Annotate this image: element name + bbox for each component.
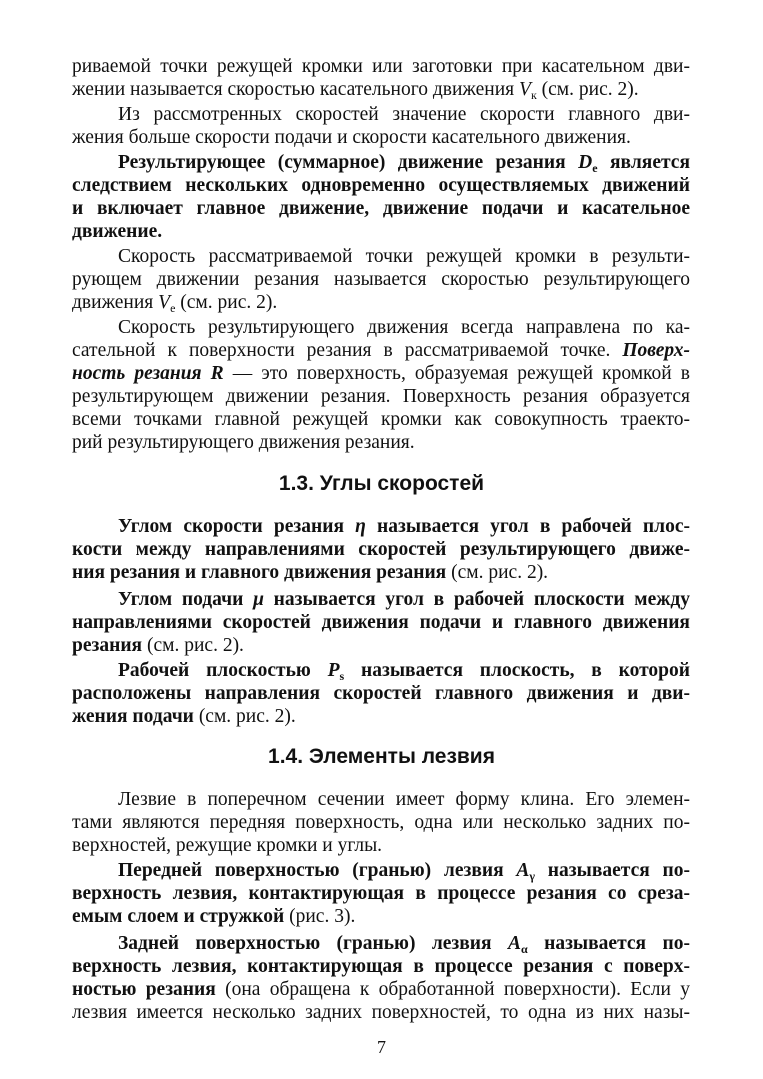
- text-line: следствием нескольких одновременно осуществляемых движений: [72, 175, 690, 196]
- section-heading: 1.4. Элементы лезвия: [268, 745, 495, 768]
- text-line: верхность лезвия, контактирующая в процессе резания с поверх-: [72, 956, 690, 977]
- text-line: Скорость результирующего движения всегда направлена по ка-: [118, 317, 690, 338]
- text-line: жения больше скорости подачи и скорости касательного движения.: [72, 127, 631, 148]
- text-line: Рабочей плоскостью $P_s$ называется плоскость, в которой: [118, 660, 691, 683]
- text-line: всеми точками главной режущей кромки как совокупность траекто-: [72, 409, 690, 430]
- page-number: 7: [377, 1037, 386, 1057]
- text-line: верхностей, режущие кромки и углы.: [72, 835, 383, 856]
- text-line: лезвия имеется несколько задних поверхностей, то одна из них назы-: [72, 1002, 690, 1023]
- text-line: и включает главное движение, движение подачи и касательное: [72, 198, 690, 219]
- text-line: верхность лезвия, контактирующая в процессе резания со среза-: [72, 883, 690, 904]
- text-line: движение.: [72, 221, 163, 242]
- text-line: рий результирующего движения резания.: [72, 432, 415, 453]
- text-line: Передней поверхностью (гранью) лезвия $A_\gamma$ называется по-: [118, 860, 691, 883]
- text-line: кости между направлениями скоростей результирующего движе-: [72, 539, 690, 560]
- text-line: жения подачи (см. рис. 2).: [72, 706, 296, 727]
- text-line: риваемой точки режущей кромки или заготовки при касательном дви-: [72, 56, 690, 77]
- text-line: Углом подачи μ называется угол в рабочей плоскости между: [118, 589, 690, 610]
- text-line: ностью резания (она обращена к обработанной поверхности). Если у: [72, 979, 690, 1000]
- text-line: Результирующее (суммарное) движение резания $D_e$ является: [118, 152, 690, 175]
- text-line: ния резания и главного движения резания (см. рис. 2).: [72, 562, 549, 583]
- text-line: тами являются передняя поверхность, одна или несколько задних по-: [72, 812, 690, 833]
- text-line: Углом скорости резания η называется угол в рабочей плос-: [118, 516, 690, 537]
- text-line: жении называется скоростью касательного движения $V_к$ (см. рис. 2).: [72, 79, 639, 102]
- text-line: ность резания R — это поверхность, образуемая режущей кромкой в: [72, 363, 690, 384]
- text-line: емым слоем и стружкой (рис. 3).: [72, 906, 356, 927]
- text-line: сательной к поверхности резания в рассматриваемой точке. Поверх-: [72, 340, 690, 361]
- text-line: движения $V_e$ (см. рис. 2).: [72, 292, 278, 315]
- text-line: Задней поверхностью (гранью) лезвия $A_\alpha$ называется по-: [118, 933, 690, 956]
- text-line: Скорость рассматриваемой точки режущей кромки в результи-: [118, 246, 690, 267]
- section-heading: 1.3. Углы скоростей: [278, 472, 485, 495]
- text-line: расположены направления скоростей главного движения и дви-: [72, 683, 690, 704]
- text-line: направлениями скоростей движения подачи и главного движения: [72, 612, 690, 633]
- text-line: рующем движении резания называется скоростью результирующего: [72, 269, 690, 290]
- text-line: Лезвие в поперечном сечении имеет форму клина. Его элемен-: [118, 789, 690, 810]
- text-line: результирующем движении резания. Поверхность резания образуется: [72, 386, 690, 407]
- text-line: Из рассмотренных скоростей значение скорости главного дви-: [118, 104, 690, 125]
- text-line: резания (см. рис. 2).: [72, 635, 244, 656]
